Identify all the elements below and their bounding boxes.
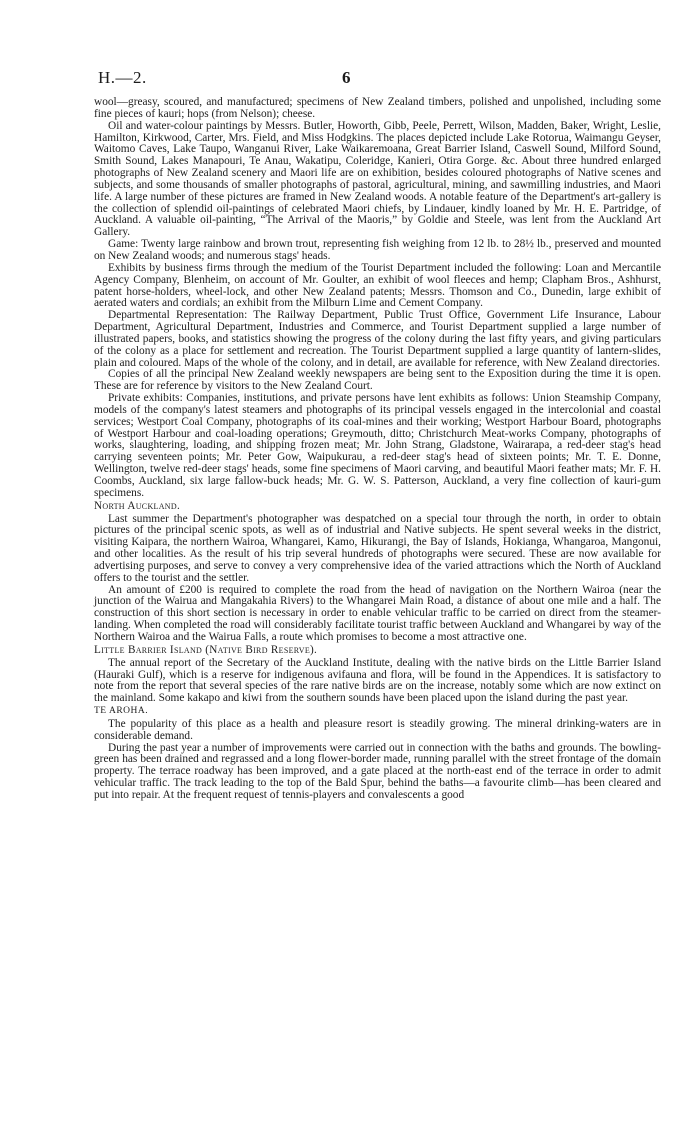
paragraph-bird-reserve: The annual report of the Secretary of the Auckland Institute, dealing with the native birds on the Little Barrier Island (Hauraki Gulf), which is a reserve for indigenous avifauna and flora, will be found in the Appendices. It is satisfactory to note from the report that several species of the rare native birds are on the increase, notably some which are now extinct on the mainland. Some kakapo and kiwi from the southern sounds have been placed upon the island during the past year. — [94, 656, 661, 705]
paragraph-private-exhibits: Private exhibits: Companies, institutions, and private persons have lent exhibits as follows: Union Steamship Company, models of the company's latest steamers and photographs of its principal vessels engaged in the intercolonial and coastal services; Westport Coal Company, photographs of its coal-mines and their working; Westport Harbour Board, photographs of Westport Harbour and coal-loading operations; Greymouth, ditto; Christchurch Meat-works Company, photographs of works, slaughtering, loading, and shipping frozen meat; Mr. John Strang, Gladstone, Wairarapa, a red-deer stag's head carrying seventeen points; Mr. Peter Gow, Waipukurau, a red-deer stag's head of sixteen points; Mr. T. E. Donne, Wellington, twelve red-deer stags' heads, some fine specimens of Maori carving, and beautiful Maori feather mats; Mr. F. H. Coombs, Auckland, six large fallow-buck heads; Mr. G. W. S. Patterson, Auckland, a very fine collection of kauri-gum specimens. — [94, 392, 661, 499]
paragraph-game: Game: Twenty large rainbow and brown trout, representing fish weighing from 12 lb. to 28½ lb., preserved and mounted on New Zealand woods; and numerous stags' heads. — [94, 238, 661, 262]
paragraph-photographer-tour: Last summer the Department's photographer was despatched on a special tour through the north, in order to obtain pictures of the principal scenic spots, as well as of industrial and Native subjects. He spent several weeks in the district, visiting Kaipara, the northern Wairoa, Whangarei, Kamo, Hikurangi, the Bay of Islands, Hokianga, Whangaroa, Mangonui, and other localities. As the result of his trip several hundreds of photographs were secured. These are now available for advertising purposes, and serve to convey a very comprehensive idea of the varied attractions which the North of Auckland offers to the tourist and the settler. — [94, 512, 661, 584]
paragraph-te-aroha-popularity: The popularity of this place as a health and pleasure resort is steadily growing. The mineral drinking-waters are in considerable demand. — [94, 717, 661, 742]
page-number: 6 — [342, 68, 351, 87]
paragraph-road-amount: An amount of £200 is required to complete the road from the head of navigation on the Northern Wairoa (near the junction of the Wairua and Mangakahia Rivers) to the Whangarei Main Road, a distance of about one mile and a half. The construction of this short section is necessary in order to enable vehicular traffic to be carried on direct from the steamer-landing. When completed the road will considerably facilitate tourist traffic between Auckland and Whangarei by way of the Northern Wairoa and the Wairua Falls, a route which promises to become a most attractive one. — [94, 583, 661, 643]
paragraph-paintings: Oil and water-colour paintings by Messrs. Butler, Howorth, Gibb, Peele, Perrett, Wilson, Madden, Baker, Wright, Leslie, Hamilton, Kirkwood, Carter, Mrs. Field, and Miss Hodgkins. The places depicted include Lake Rotorua, Waimangu Geyser, Waitomo Caves, Lake Taupo, Wanganui River, Lake Waikaremoana, Great Barrier Island, Caswell Sound, Milford Sound, Smith Sound, Lakes Manapouri, Te Anau, Wakatipu, Coleridge, Kanieri, Otira Gorge. &c. About three hundred enlarged photographs of New Zealand scenery and Maori life are on exhibition, besides coloured photographs of Native scenes and subjects, and some thousands of smaller photographs of pastoral, agricultural, mining, and sawmilling industries, and Maori life. A large number of these pictures are framed in New Zealand woods. A notable feature of the Department's art-gallery is the collection of splendid oil-paintings of celebrated Maori chiefs, by Lindauer, kindly loaned by Mr. H. E. Partridge, of Auckland. A valuable oil-painting, “The Arrival of the Maoris,” by Goldie and Steele, was lent from the Auckland Art Gallery. — [94, 119, 661, 239]
heading-little-barrier-island: Little Barrier Island (Native Bird Reserve). — [94, 643, 318, 656]
page-header — [98, 68, 660, 92]
paragraph-business-exhibits: Exhibits by business firms through the medium of the Tourist Department included the following: Loan and Mercantile Agency Company, Blenheim, on account of Mr. Goulter, an exhibit of wool fleeces and hemp; Clapham Bros., Ashhurst, patent horse-holders, wheel-lock, and other New Zealand patents; Messrs. Thomson and Co., Dunedin, large exhibit of aerated waters and cordials; an exhibit from the Milburn Lime and Cement Company. — [94, 261, 661, 310]
document-reference: H.—2. — [98, 68, 147, 87]
paragraph-newspapers: Copies of all the principal New Zealand weekly newspapers are being sent to the Exposition during the time it is open. These are for reference by visitors to the New Zealand Court. — [94, 368, 661, 393]
paragraph-wool: wool—greasy, scoured, and manufactured; specimens of New Zealand timbers, polished and unpolished, including some fine pieces of kauri; hops (from Nelson); cheese. — [94, 96, 661, 120]
heading-north-auckland: North Auckland. — [94, 499, 181, 512]
paragraph-te-aroha-improvements: During the past year a number of improvements were carried out in connection with the baths and grounds. The bowling-green has been drained and regrassed and a long flower-border made, running parallel with the street frontage of the domain property. The terrace roadway has been improved, and a gate placed at the north-east end of the terrace in order to admit vehicular traffic. The track leading to the top of the Bald Spur, behind the baths—a favourite climb—has been cleared and put into repair. At the frequent request of tennis-players and convalescents a good — [94, 741, 661, 801]
paragraph-departmental: Departmental Representation: The Railway Department, Public Trust Office, Government Life Insurance, Labour Department, Agricultural Department, Industries and Commerce, and Tourist Department supplied a large number of illustrated papers, books, and statistics showing the progress of the colony during the last fifty years, and giving particulars of the colony as a place for settlement and recreation. The Tourist Department supplied a large quantity of lantern-slides, plain and coloured. Maps of the whole of the colony, and in detail, are available for reference, with New Zealand directories. — [94, 309, 661, 369]
document-body — [94, 97, 661, 802]
heading-te-aroha: TE AROHA. — [94, 706, 149, 717]
